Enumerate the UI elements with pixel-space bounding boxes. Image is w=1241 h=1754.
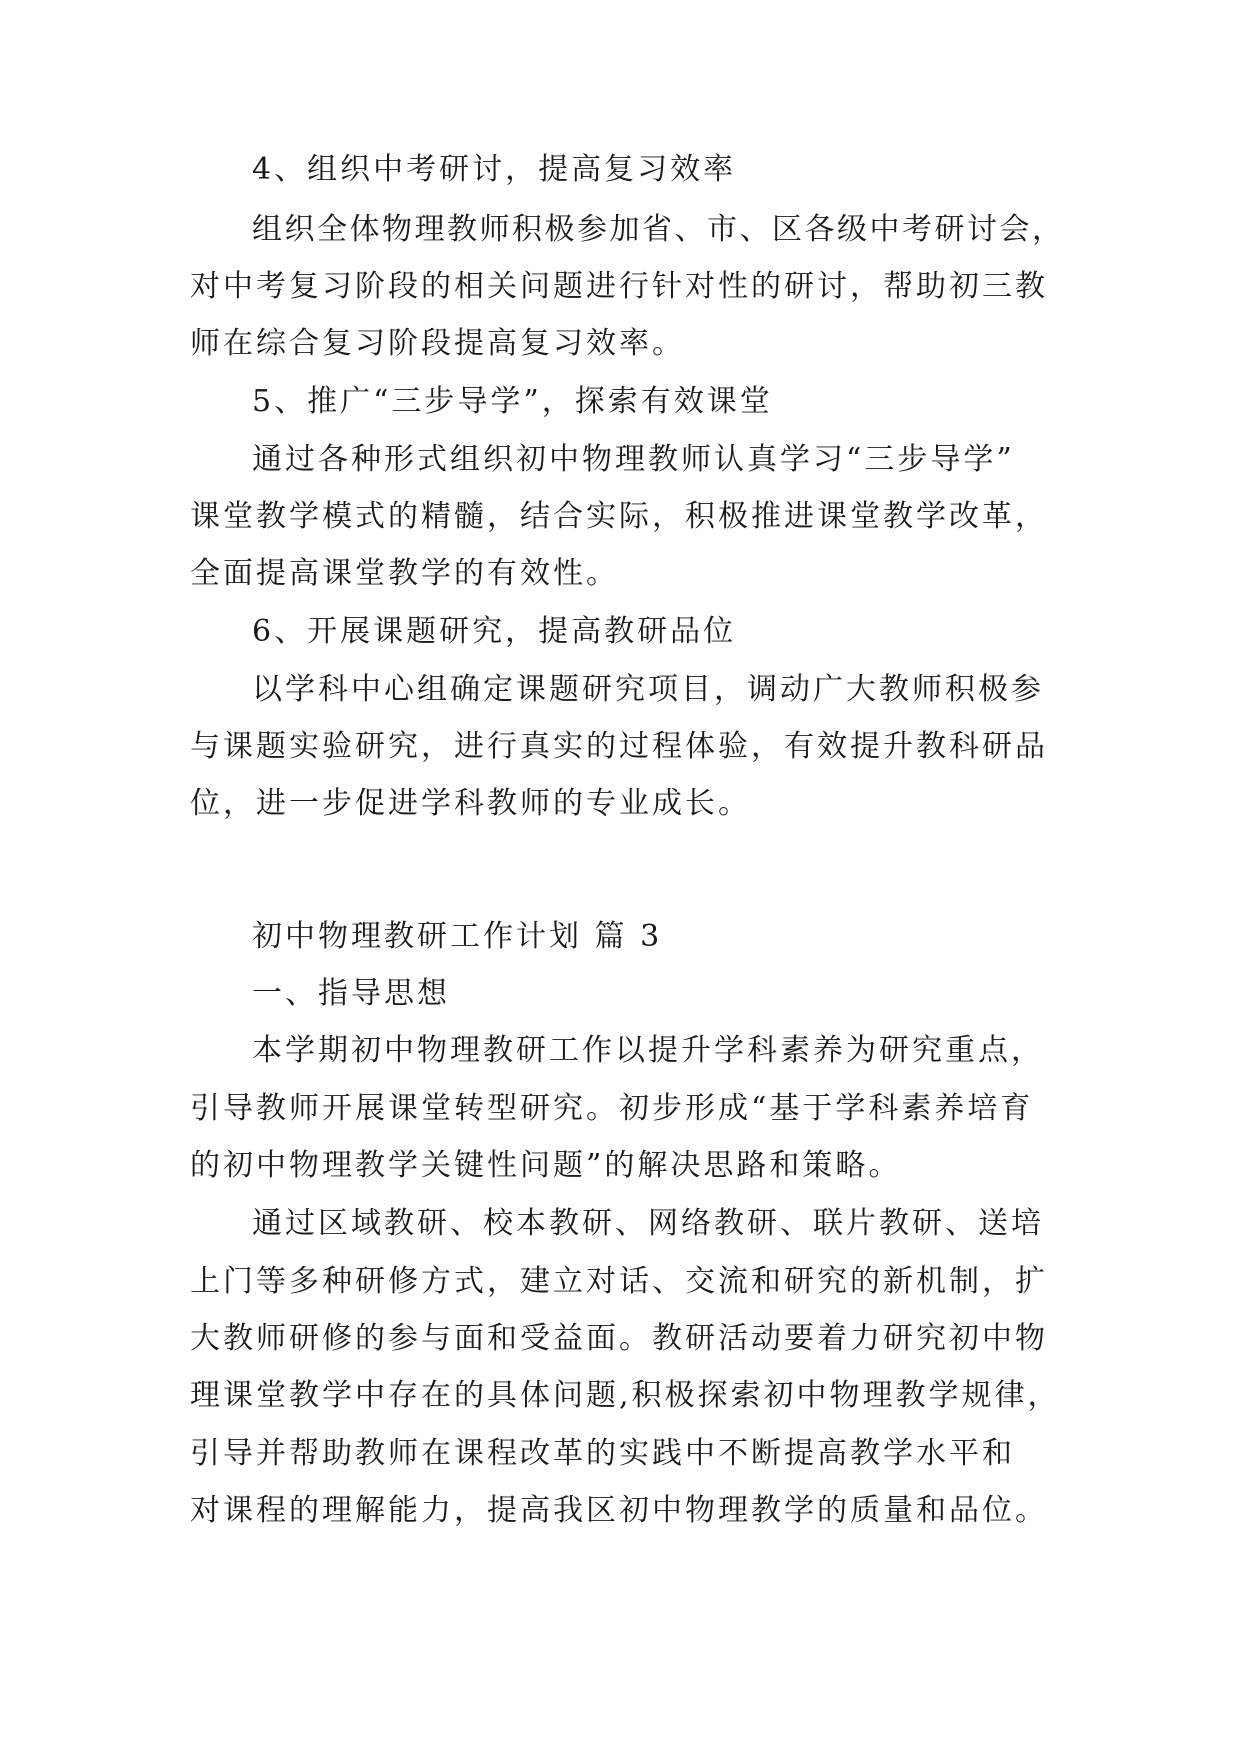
section-heading-4: 4、组织中考研讨，提高复习效率 [252, 152, 737, 187]
paragraph-line: 位，进一步促进学科教师的专业成长。 [190, 786, 751, 821]
section-heading-5: 5、推广“三步导学”，探索有效课堂 [252, 384, 773, 419]
paragraph-line: 全面提高课堂教学的有效性。 [190, 556, 619, 591]
paragraph-line: 以学科中心组确定课题研究项目，调动广大教师积极参 [252, 672, 1044, 707]
paragraph-line: 引导并帮助教师在课程改革的实践中不断提高教学水平和 [190, 1436, 1015, 1471]
paragraph-line: 理课堂教学中存在的具体问题,积极探索初中物理教学规律， [190, 1378, 1061, 1413]
section-heading-guiding-thought: 一、指导思想 [252, 976, 450, 1011]
paragraph-line: 通过区域教研、校本教研、网络教研、联片教研、送培 [252, 1206, 1044, 1241]
paragraph-line: 上门等多种研修方式，建立对话、交流和研究的新机制，扩 [190, 1264, 1048, 1299]
paragraph-line: 的初中物理教学关键性问题”的解决思路和策略。 [190, 1148, 902, 1183]
section-heading-6: 6、开展课题研究，提高教研品位 [252, 614, 737, 649]
paragraph-line: 组织全体物理教师积极参加省、市、区各级中考研讨会， [252, 212, 1065, 247]
paragraph-line: 与课题实验研究，进行真实的过程体验，有效提升教科研品 [190, 729, 1048, 764]
paragraph-line: 引导教师开展课堂转型研究。初步形成“基于学科素养培育 [190, 1091, 1034, 1126]
paragraph-line: 课堂教学模式的精髓，结合实际，积极推进课堂教学改革， [190, 499, 1048, 534]
document-title: 初中物理教研工作计划 篇 3 [252, 919, 663, 954]
paragraph-line: 本学期初中物理教研工作以提升学科素养为研究重点， [252, 1033, 1044, 1068]
paragraph-line: 师在综合复习阶段提高复习效率。 [190, 326, 685, 361]
paragraph-line: 对中考复习阶段的相关问题进行针对性的研讨，帮助初三教 [190, 269, 1048, 304]
paragraph-line: 对课程的理解能力，提高我区初中物理教学的质量和品位。 [190, 1493, 1048, 1528]
paragraph-line: 大教师研修的参与面和受益面。教研活动要着力研究初中物 [190, 1321, 1048, 1356]
paragraph-line: 通过各种形式组织初中物理教师认真学习“三步导学” [252, 442, 1015, 477]
